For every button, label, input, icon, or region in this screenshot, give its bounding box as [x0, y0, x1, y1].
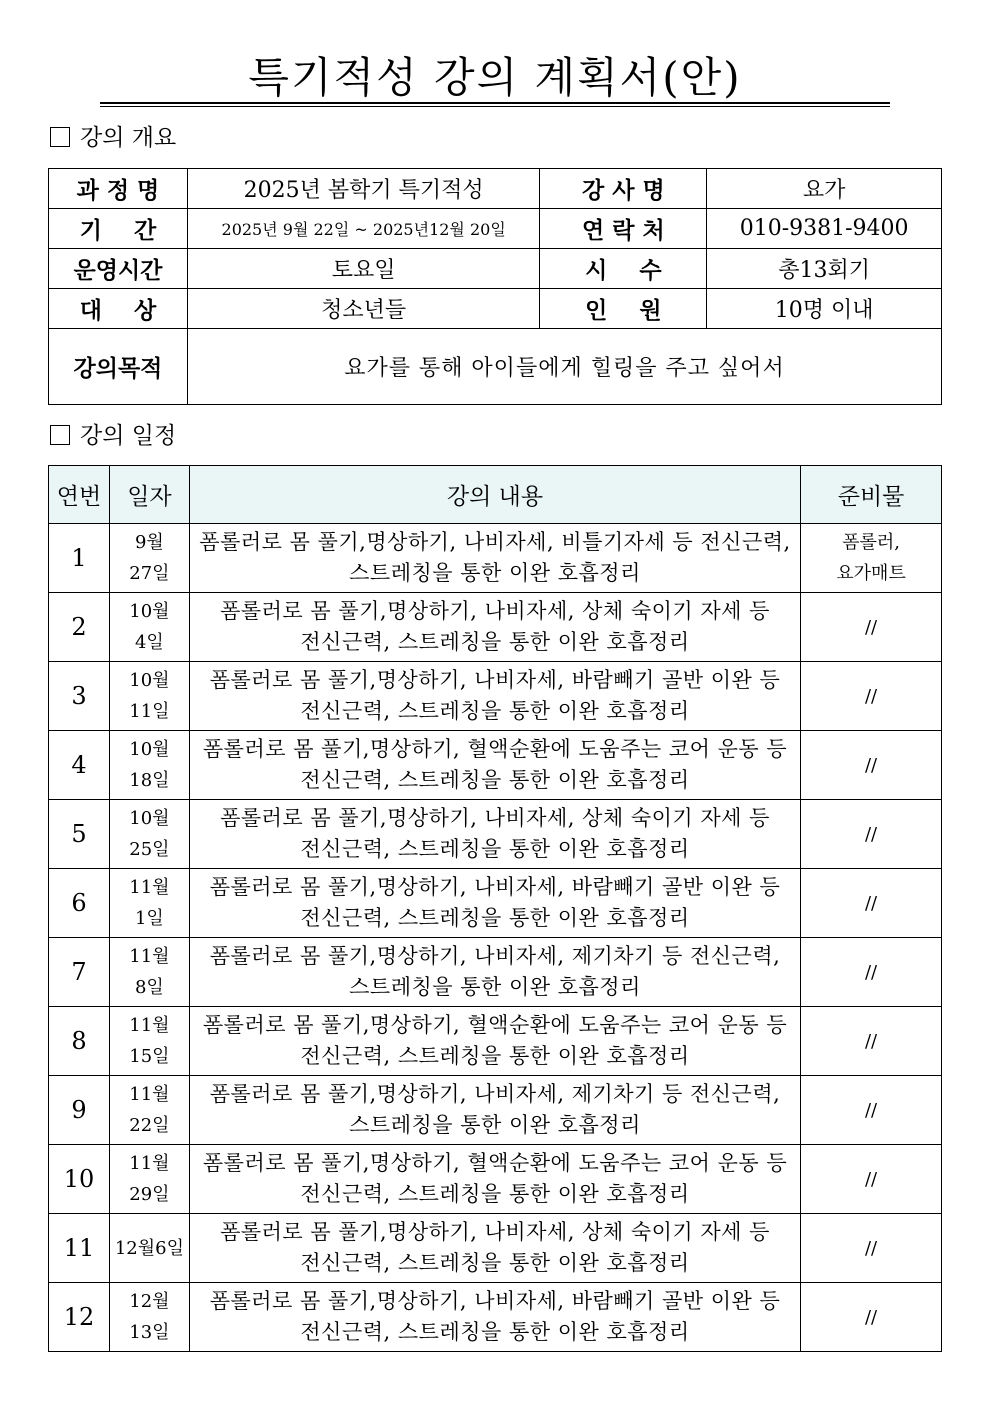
schedule-header-row: [49, 466, 942, 524]
row-content-line: 폼롤러로 몸 풀기,명상하기, 나비자세, 제기차기 등 전신근력,: [209, 944, 781, 968]
row-content-line: 전신근력, 스트레칭을 통한 이완 호흡정리: [300, 768, 690, 792]
row-date: [109, 1007, 189, 1076]
schedule-row: [49, 938, 942, 1007]
overview-label: 인 원: [540, 289, 707, 329]
row-content-line: 폼롤러로 몸 풀기,명상하기, 나비자세, 상체 숙이기 자세 등: [220, 1220, 770, 1244]
row-prep: [801, 1076, 942, 1145]
header-content: 강의 내용: [189, 466, 800, 524]
row-prep-line: 요가매트: [836, 563, 906, 584]
row-content-line: 전신근력, 스트레칭을 통한 이완 호흡정리: [300, 837, 690, 861]
row-number: 10: [49, 1145, 110, 1214]
row-content: [189, 1007, 800, 1076]
row-date: [109, 524, 189, 593]
row-content-line: 전신근력, 스트레칭을 통한 이완 호흡정리: [300, 906, 690, 930]
row-prep-line: //: [864, 754, 878, 776]
overview-value: 토요일: [187, 249, 540, 289]
row-date-line: 15일: [129, 1046, 170, 1067]
row-date: [109, 1145, 189, 1214]
purpose-row: [49, 329, 942, 405]
row-date-line: 12월6일: [114, 1237, 184, 1259]
row-content-line: 스트레칭을 통한 이완 호흡정리: [349, 1113, 641, 1137]
row-date-line: 11일: [129, 701, 170, 722]
row-number: 6: [49, 869, 110, 938]
row-number: 12: [49, 1283, 110, 1352]
row-date-line: 13일: [129, 1322, 170, 1343]
checkbox-square-icon: [50, 127, 70, 147]
row-content-line: 폼롤러로 몸 풀기,명상하기, 나비자세, 바람빼기 골반 이완 등: [209, 875, 781, 899]
purpose-label: 강의목적: [49, 329, 188, 405]
row-content-line: 전신근력, 스트레칭을 통한 이완 호흡정리: [300, 1251, 690, 1275]
row-date: [109, 593, 189, 662]
document-title: 특기적성 강의 계획서(안): [248, 53, 742, 102]
overview-heading: [50, 124, 176, 152]
row-content: [189, 1145, 800, 1214]
overview-label: 운영시간: [49, 249, 188, 289]
row-date-line: 11월: [129, 1153, 170, 1174]
schedule-row: [49, 1145, 942, 1214]
row-date-line: 18일: [129, 770, 170, 791]
row-prep: [801, 800, 942, 869]
overview-label: 연 락 처: [540, 209, 707, 249]
row-content: [189, 593, 800, 662]
row-date-line: 22일: [129, 1115, 170, 1136]
overview-label: 기 간: [49, 209, 188, 249]
row-prep: [801, 1145, 942, 1214]
overview-row: [49, 209, 942, 249]
overview-label: 시 수: [540, 249, 707, 289]
row-number: 1: [49, 524, 110, 593]
schedule-heading-label: 강의 일정: [80, 423, 177, 449]
schedule-table: [48, 465, 942, 1352]
row-prep: [801, 869, 942, 938]
schedule-row: [49, 1283, 942, 1352]
overview-value: 요가: [707, 169, 942, 209]
row-prep-line: //: [864, 823, 878, 845]
overview-value: 10명 이내: [707, 289, 942, 329]
row-content-line: 전신근력, 스트레칭을 통한 이완 호흡정리: [300, 630, 690, 654]
row-number: 9: [49, 1076, 110, 1145]
checkbox-square-icon: [50, 425, 70, 445]
row-content-line: 전신근력, 스트레칭을 통한 이완 호흡정리: [300, 1044, 690, 1068]
row-date-line: 12월: [129, 1291, 170, 1312]
row-content: [189, 731, 800, 800]
row-content-line: 폼롤러로 몸 풀기,명상하기, 나비자세, 비틀기자세 등 전신근력,: [199, 530, 791, 554]
row-prep-line: //: [864, 1237, 878, 1259]
row-content: [189, 1076, 800, 1145]
overview-heading-label: 강의 개요: [80, 125, 177, 151]
row-prep-line: //: [864, 616, 878, 638]
row-content-line: 전신근력, 스트레칭을 통한 이완 호흡정리: [300, 1320, 690, 1344]
schedule-row: [49, 731, 942, 800]
row-number: 7: [49, 938, 110, 1007]
row-prep: [801, 731, 942, 800]
row-date-line: 10월: [129, 670, 170, 691]
row-prep: [801, 593, 942, 662]
row-content-line: 전신근력, 스트레칭을 통한 이완 호흡정리: [300, 699, 690, 723]
schedule-row: [49, 1007, 942, 1076]
row-number: 3: [49, 662, 110, 731]
header-no: 연번: [49, 466, 110, 524]
row-prep-line: //: [864, 1099, 878, 1121]
overview-value: 2025년 봄학기 특기적성: [187, 169, 540, 209]
overview-row: [49, 249, 942, 289]
overview-label: 과 정 명: [49, 169, 188, 209]
overview-value: 총13회기: [707, 249, 942, 289]
header-date: 일자: [109, 466, 189, 524]
row-content-line: 스트레칭을 통한 이완 호흡정리: [349, 561, 641, 585]
row-date: [109, 869, 189, 938]
schedule-row: [49, 662, 942, 731]
row-prep-line: //: [864, 892, 878, 914]
row-content: [189, 800, 800, 869]
row-number: 4: [49, 731, 110, 800]
row-content: [189, 1283, 800, 1352]
row-number: 8: [49, 1007, 110, 1076]
row-date-line: 27일: [129, 563, 170, 584]
row-content-line: 폼롤러로 몸 풀기,명상하기, 혈액순환에 도움주는 코어 운동 등: [202, 1151, 788, 1175]
row-prep-line: //: [864, 685, 878, 707]
row-prep-line: //: [864, 961, 878, 983]
row-content-line: 폼롤러로 몸 풀기,명상하기, 혈액순환에 도움주는 코어 운동 등: [202, 737, 788, 761]
row-number: 2: [49, 593, 110, 662]
row-date-line: 11월: [129, 1015, 170, 1036]
schedule-row: [49, 800, 942, 869]
schedule-row: [49, 524, 942, 593]
row-prep-line: //: [864, 1030, 878, 1052]
row-content-line: 폼롤러로 몸 풀기,명상하기, 나비자세, 바람빼기 골반 이완 등: [209, 668, 781, 692]
row-date-line: 11월: [129, 877, 170, 898]
row-date: [109, 800, 189, 869]
row-number: 5: [49, 800, 110, 869]
row-content: [189, 662, 800, 731]
schedule-row: [49, 593, 942, 662]
row-content: [189, 869, 800, 938]
row-content-line: 전신근력, 스트레칭을 통한 이완 호흡정리: [300, 1182, 690, 1206]
row-content-line: 폼롤러로 몸 풀기,명상하기, 나비자세, 바람빼기 골반 이완 등: [209, 1289, 781, 1313]
overview-value: 청소년들: [187, 289, 540, 329]
row-prep-line: 폼롤러,: [842, 532, 900, 553]
row-date-line: 10월: [129, 739, 170, 760]
overview-row: [49, 169, 942, 209]
row-date: [109, 938, 189, 1007]
schedule-row: [49, 1076, 942, 1145]
row-date-line: 8일: [134, 977, 164, 998]
row-content-line: 폼롤러로 몸 풀기,명상하기, 나비자세, 상체 숙이기 자세 등: [220, 599, 770, 623]
overview-label: 강 사 명: [540, 169, 707, 209]
row-content-line: 스트레칭을 통한 이완 호흡정리: [349, 975, 641, 999]
row-content: [189, 938, 800, 1007]
row-date: [109, 1076, 189, 1145]
overview-value: 2025년 9월 22일 ~ 2025년12월 20일: [187, 209, 540, 249]
schedule-heading: [50, 422, 176, 450]
row-prep-line: //: [864, 1168, 878, 1190]
row-date: [109, 1283, 189, 1352]
schedule-row: [49, 869, 942, 938]
row-date-line: 10월: [129, 808, 170, 829]
row-prep: [801, 1007, 942, 1076]
row-prep: [801, 1214, 942, 1283]
row-content: [189, 524, 800, 593]
overview-table: [48, 168, 942, 405]
row-content: [189, 1214, 800, 1283]
purpose-value: 요가를 통해 아이들에게 힐링을 주고 싶어서: [187, 329, 941, 405]
row-prep: [801, 1283, 942, 1352]
row-date-line: 1일: [134, 908, 164, 929]
row-date-line: 4일: [134, 632, 164, 653]
row-prep: [801, 938, 942, 1007]
overview-row: [49, 289, 942, 329]
row-content-line: 폼롤러로 몸 풀기,명상하기, 나비자세, 제기차기 등 전신근력,: [209, 1082, 781, 1106]
row-date-line: 25일: [129, 839, 170, 860]
row-prep: [801, 662, 942, 731]
row-date-line: 29일: [129, 1184, 170, 1205]
schedule-row: [49, 1214, 942, 1283]
overview-value: 010-9381-9400: [707, 209, 942, 249]
row-content-line: 폼롤러로 몸 풀기,명상하기, 혈액순환에 도움주는 코어 운동 등: [202, 1013, 788, 1037]
row-content-line: 폼롤러로 몸 풀기,명상하기, 나비자세, 상체 숙이기 자세 등: [220, 806, 770, 830]
row-date-line: 11월: [129, 946, 170, 967]
row-date: [109, 662, 189, 731]
row-date: [109, 1214, 189, 1283]
row-date-line: 9월: [134, 532, 164, 553]
row-prep: [801, 524, 942, 593]
overview-label: 대 상: [49, 289, 188, 329]
row-date-line: 10월: [129, 601, 170, 622]
row-date-line: 11월: [129, 1084, 170, 1105]
header-prep: 준비물: [801, 466, 942, 524]
row-number: 11: [49, 1214, 110, 1283]
row-prep-line: //: [864, 1306, 878, 1328]
row-date: [109, 731, 189, 800]
title-underline-thin: [100, 106, 890, 107]
title-underline: [100, 102, 890, 104]
